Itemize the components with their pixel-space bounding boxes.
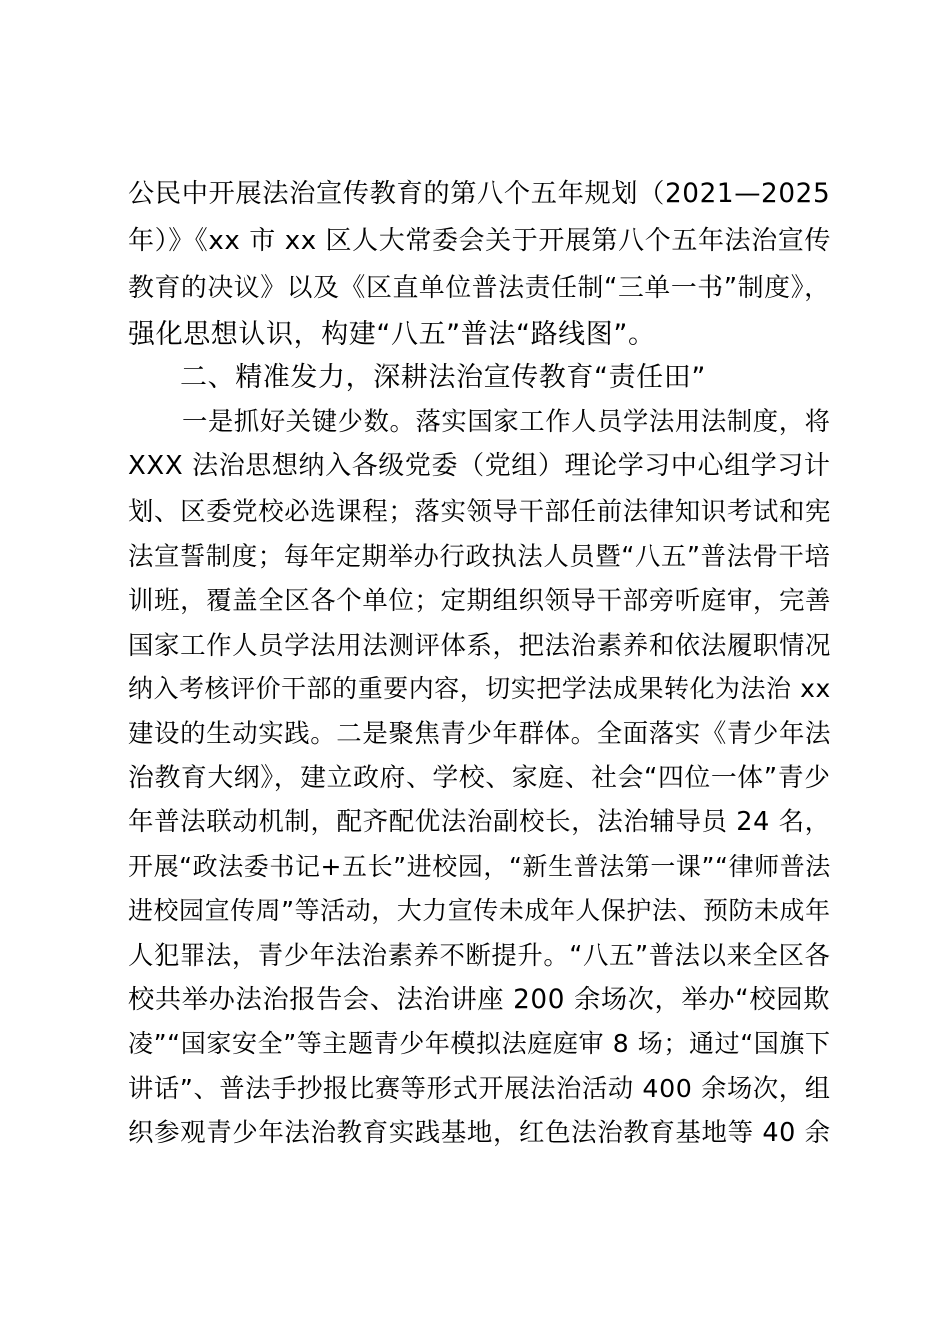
text-line-13: 建设的生动实践。二是聚焦青少年群体。全面落实《青少年法 <box>128 718 832 748</box>
text-line-19: 校共举办法治报告会、法治讲座 200 余场次，举办“校园欺 <box>128 985 830 1015</box>
text-line-16: 开展“政法委书记+五长”进校园，“新生普法第一课”“律师普法 <box>128 852 831 881</box>
text-line-17: 进校园宣传周”等活动，大力宣传未成年人保护法、预防未成年 <box>128 896 831 925</box>
text-line-20: 凌”“国家安全”等主题青少年模拟法庭庭审 8 场；通过“国旗下 <box>128 1029 831 1058</box>
section-heading: 二、精准发力，深耕法治宣传教育“责任田” <box>180 362 706 393</box>
text-line-1: 公民中开展法治宣传教育的第八个五年规划（2021—2025 <box>128 179 831 209</box>
text-line-3: 教育的决议》以及《区直单位普法责任制“三单一书”制度》， <box>128 273 831 303</box>
text-line-22: 织参观青少年法治教育实践基地，红色法治教育基地等 40 余 <box>128 1118 831 1148</box>
text-line-8: 划、区委党校必选课程；落实领导干部任前法律知识考试和宪 <box>128 496 832 526</box>
text-line-4: 强化思想认识，构建“八五”普法“路线图”。 <box>128 319 656 350</box>
text-line-7: XXX 法治思想纳入各级党委（党组）理论学习中心组学习计 <box>128 451 831 481</box>
text-line-21: 讲话”、普法手抄报比赛等形式开展法治活动 400 余场次，组 <box>128 1074 831 1103</box>
text-line-15: 年普法联动机制，配齐配优法治副校长，法治辅导员 24 名， <box>128 807 831 837</box>
text-line-9: 法宣誓制度；每年定期举办行政执法人员暨“八五”普法骨干培 <box>128 541 831 571</box>
text-line-18: 人犯罪法，青少年法治素养不断提升。“八五”普法以来全区各 <box>128 940 831 970</box>
text-line-12: 纳入考核评价干部的重要内容，切实把学法成果转化为法治 xx <box>128 674 831 703</box>
text-line-6: 一是抓好关键少数。落实国家工作人员学法用法制度，将 <box>182 406 831 436</box>
text-line-10: 训班，覆盖全区各个单位；定期组织领导干部旁听庭审，完善 <box>128 585 832 615</box>
text-line-14: 治教育大纲》，建立政府、学校、家庭、社会“四位一体”青少 <box>128 763 831 793</box>
text-line-11: 国家工作人员学法用法测评体系，把法治素养和依法履职情况 <box>128 630 832 660</box>
text-line-2: 年）》《xx 市 xx 区人大常委会关于开展第八个五年法治宣传 <box>128 226 831 256</box>
